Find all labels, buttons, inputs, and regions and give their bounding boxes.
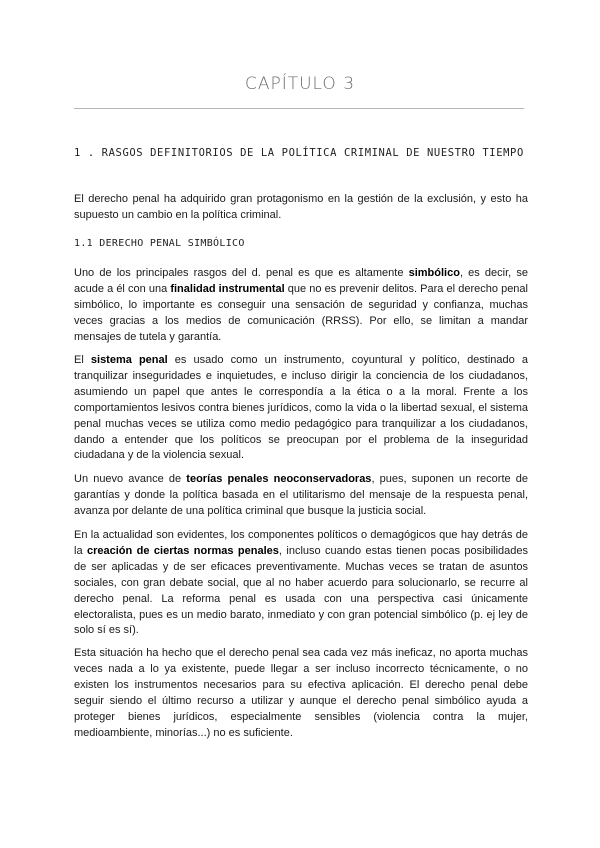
bold-term: simbólico [408,267,460,279]
paragraph-simbolico [74,266,528,346]
paragraph-text: , es decir, se acude a él con una [74,267,528,295]
paragraph-text: Uno de los principales rasgos del d. penal es que es altamente [74,267,409,279]
paragraph-text: que no es prevenir delitos. Para el derecho penal simbólico, lo importante es conseguir una sensación de seguridad y confianza, muchas veces gracias a los medios de comunicación (RRSS). Por ello, se limitan a mandar mensajes de tutela y garantía. [74,282,528,343]
chapter-title: CAPÍTULO 3 [244,74,356,94]
intro-paragraph: El derecho penal ha adquirido gran protagonismo en la gestión de la exclusión, y esto ha supuesto un cambio en la política criminal. [74,193,528,221]
section-heading: 1 . RASGOS DEFINITORIOS DE LA POLÍTICA CRIMINAL DE NUESTRO TIEMPO [74,147,524,159]
paragraph-ineficacia: Esta situación ha hecho que el derecho penal sea cada vez más ineficaz, no aporta muchas veces nada a lo ya existente, puede llegar a ser incluso incorrecto técnicamente, o no existen los instrumentos necesarios para su efectiva aplicación. El derecho penal debe seguir siendo el último recurso a utilizar y aunque el derecho penal simbólico ayuda a proteger bienes jurídicos, especialmente sensibles (violencia contra la mujer, medioambiente, minorías...) no es suficiente. [74,647,528,739]
paragraph-neoconservadoras [74,472,528,520]
bold-term: teorías penales neoconservadoras [186,473,372,485]
paragraph-sistema-penal [74,353,528,464]
header-divider [74,108,524,109]
bold-term: sistema penal [90,354,168,366]
paragraph-normas-penales [74,528,528,639]
paragraph-text: es usado como un instrumento, coyuntural y político, destinado a tranquilizar inseguridades e inquietudes, e incluso dirigir la conciencia de los ciudadanos, asumiendo un papel que antes le correspondía a la ética o a la moral. Frente a los comportamientos lesivos contra bienes jurídicos, como la vida o la libertad sexual, el sistema penal muchas veces se utiliza como medio pedagógico para tranquilizar a los ciudadanos, dando a entender que los políticos se preocupan por el problema de la inseguridad ciudadana y de la violencia sexual. [74,354,528,462]
paragraph-text: El [74,354,91,366]
subsection-heading: 1.1 DERECHO PENAL SIMBÓLICO [74,238,245,249]
bold-term: creación de ciertas normas penales [86,544,279,557]
paragraph-text: , pues, suponen un recorte de garantías y donde la política basada en el utilitarismo del mensaje de la respuesta penal, avanza por delante de una política criminal que busque la justicia social. [74,473,529,517]
paragraph-text: , incluso cuando estas tienen pocas posibilidades de ser aplicadas y de ser eficaces preventivamente. Muchas veces se tratan de asuntos sociales, con gran debate social, que al no haber acuerdo para solucionarlo, se recurre al derecho penal. La reforma penal es usada con una perspectiva casi únicamente electoralista, pues es un medio barato, inmediato y con gran potencial simbólico (p. ej ley de solo sí es sí). [74,544,528,637]
paragraph-text: Un nuevo avance de [74,473,187,485]
paragraph-text: En la actualidad son evidentes, los componentes políticos o demagógicos que hay detrás de la [74,529,528,557]
bold-term: finalidad instrumental [170,282,285,295]
